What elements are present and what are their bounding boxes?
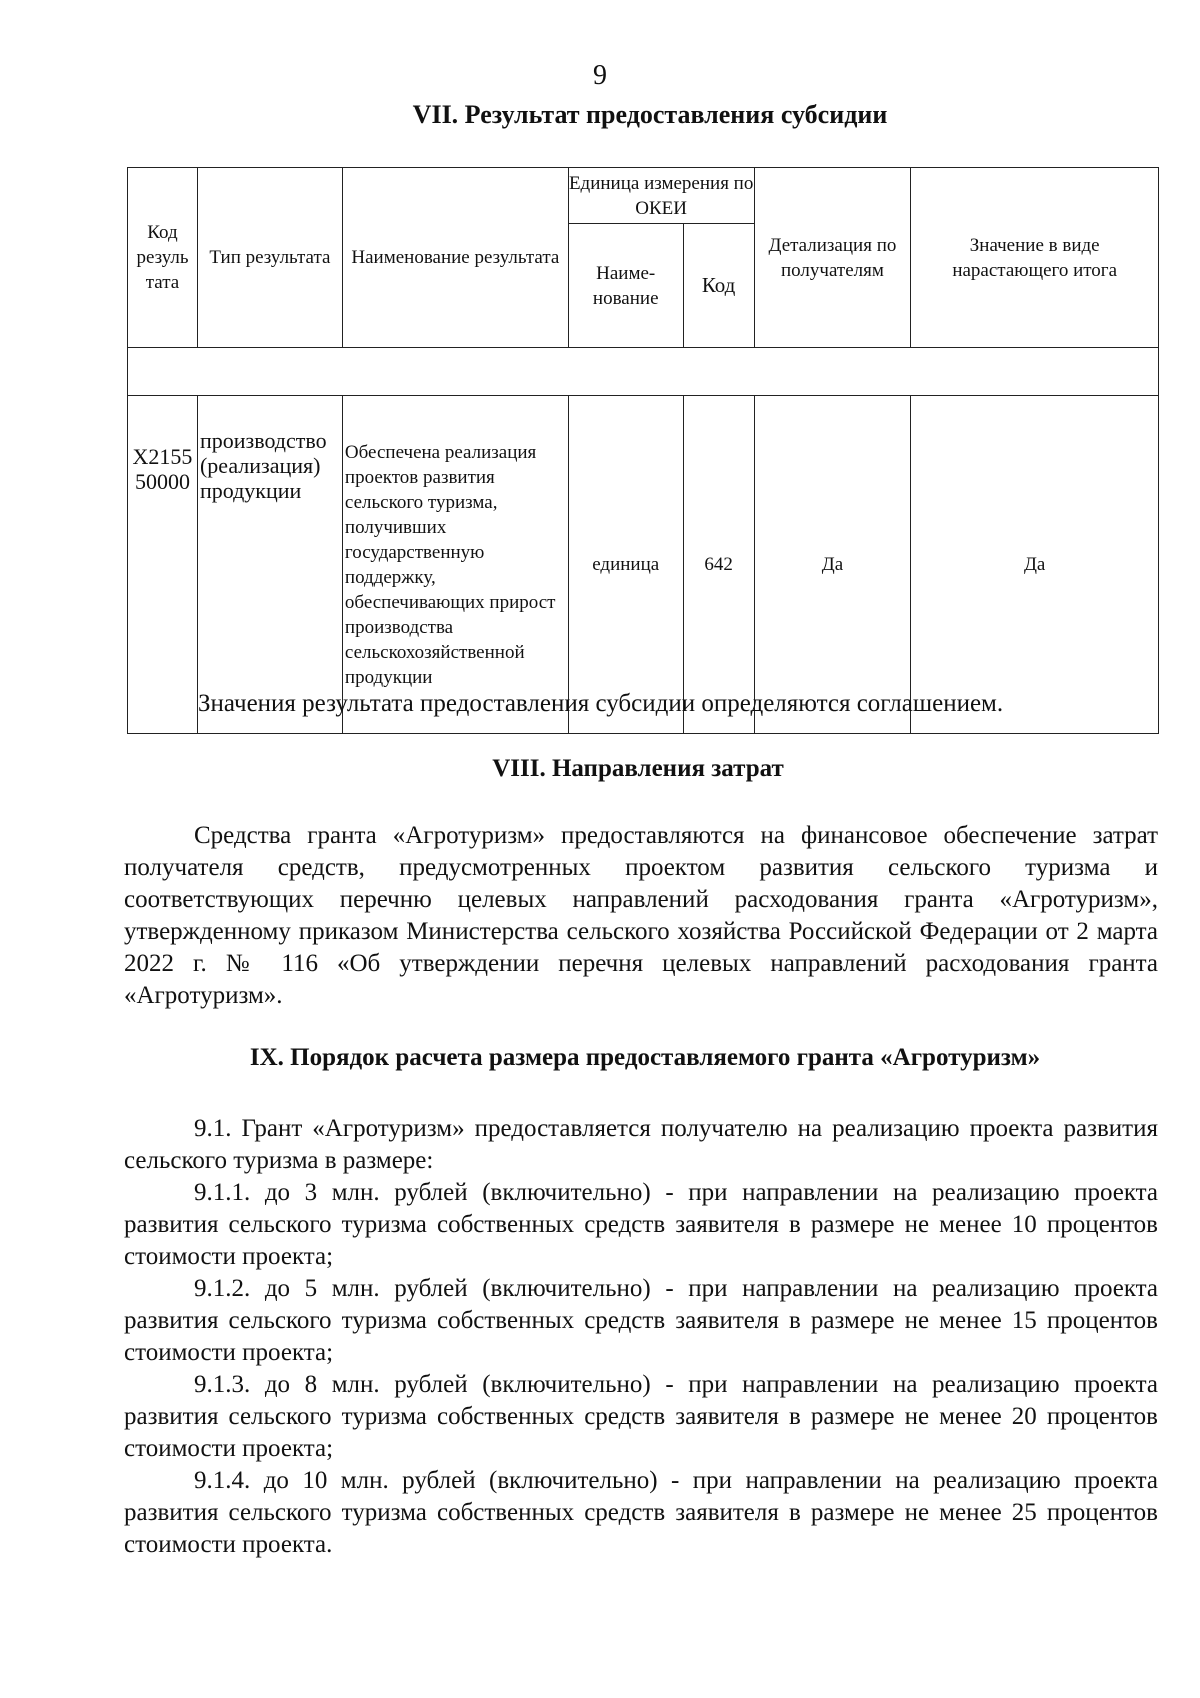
cell-type: производство (реализация) продукции xyxy=(197,396,342,734)
section-9-title: IX. Порядок расчета размера предоставляемого гранта «Агротуризм» xyxy=(249,1044,1041,1071)
header-detail: Детализация по получателям xyxy=(754,168,911,348)
paragraph-9-1-3: 9.1.3. до 8 млн. рублей (включительно) - при направлении на реализацию проекта развития сельского туризма собственных средств заявителя в размере не менее 20 процентов стоимости проекта; xyxy=(124,1371,1158,1462)
section-7-title: VII. Результат предоставления субсидии xyxy=(412,100,888,129)
header-unit-group: Единица измерения по ОКЕИ xyxy=(568,168,754,224)
table-empty-row xyxy=(128,348,1159,396)
cell-unit-code: 642 xyxy=(683,396,754,734)
table-header-row xyxy=(128,168,1159,224)
header-cumulative: Значение в виде нарастающего итога xyxy=(911,168,1159,348)
table-note: Значения результата предоставления субсидии определяются соглашением. xyxy=(198,690,1004,717)
header-unit-name: Наиме- нование xyxy=(568,224,683,348)
cell-unit-name: единица xyxy=(568,396,683,734)
cell-name: Обеспечена реализация проектов развития сельского туризма, получивших государственную поддержку, обеспечивающих прирост производства сельскохозяйственной продукции xyxy=(342,396,568,734)
header-code: Код резуль тата xyxy=(128,168,198,348)
paragraph-9-1-4: 9.1.4. до 10 млн. рублей (включительно) - при направлении на реализацию проекта развития сельского туризма собственных средств заявителя в размере не менее 25 процентов стоимости проекта. xyxy=(124,1467,1158,1558)
header-type: Тип результата xyxy=(197,168,342,348)
results-table xyxy=(127,167,1159,734)
empty-cell xyxy=(128,348,1159,396)
header-unit-code: Код xyxy=(683,224,754,348)
paragraph-9-1-2: 9.1.2. до 5 млн. рублей (включительно) - при направлении на реализацию проекта развития сельского туризма собственных средств заявителя в размере не менее 15 процентов стоимости проекта; xyxy=(124,1275,1158,1366)
section-8-title: VIII. Направления затрат xyxy=(492,755,784,782)
cell-cumulative: Да xyxy=(911,396,1159,734)
cell-detail: Да xyxy=(754,396,911,734)
page-number: 9 xyxy=(593,60,607,91)
cell-code: Х2155 50000 xyxy=(128,396,198,734)
paragraph-9-1-1: 9.1.1. до 3 млн. рублей (включительно) - при направлении на реализацию проекта развития сельского туризма собственных средств заявителя в размере не менее 10 процентов стоимости проекта; xyxy=(124,1179,1158,1270)
table-row xyxy=(128,396,1159,734)
header-name: Наименование результата xyxy=(342,168,568,348)
paragraph-9-1: 9.1. Грант «Агротуризм» предоставляется получателю на реализацию проекта развития сельского туризма в размере: xyxy=(124,1115,1158,1174)
section-8-text: Средства гранта «Агротуризм» предоставляются на финансовое обеспечение затрат получателя средств, предусмотренных проектом развития сельского туризма и соответствующих перечню целевых направлений расходования гранта «Агротуризм», утвержденному приказом Министерства сельского хозяйства Российской Федерации от 2 марта 2022 г. № 116 «Об утверждении перечня целевых направлений расходования гранта «Агротуризм». xyxy=(124,822,1158,1009)
